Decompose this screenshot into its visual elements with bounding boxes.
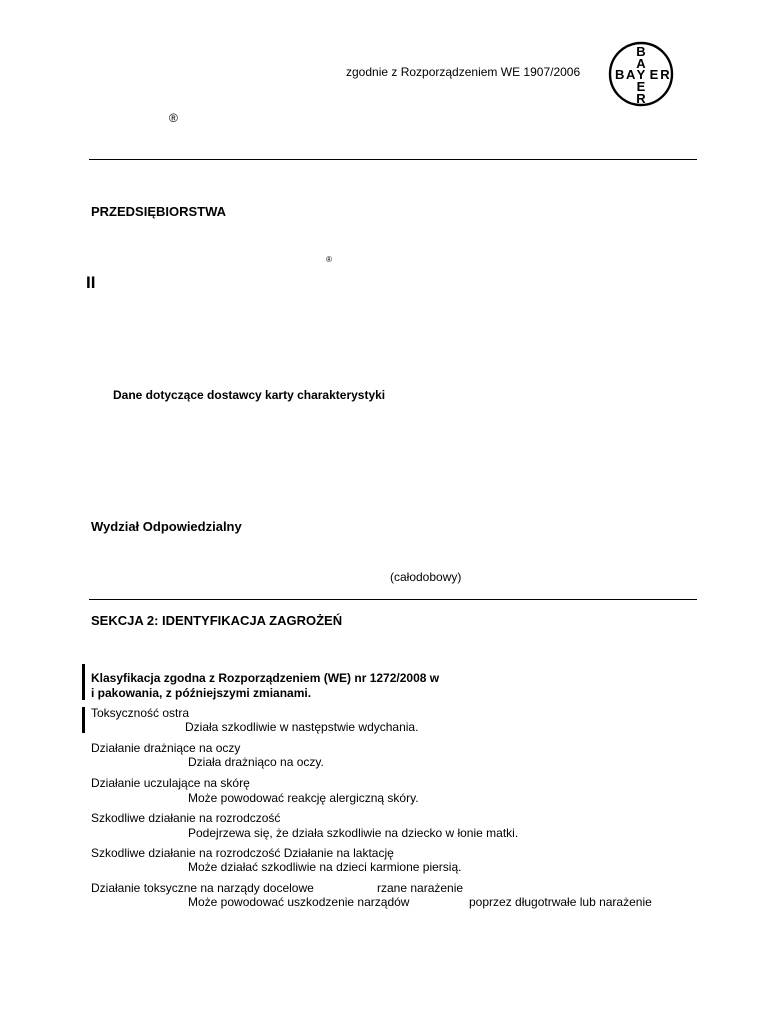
hazard-category: Działanie drażniące na oczy — [91, 741, 241, 755]
hazard-category: Działanie uczulające na skórę — [91, 776, 250, 790]
hours-note: (całodobowy) — [390, 570, 462, 584]
hazard-category-tail: rzane narażenie — [377, 881, 464, 895]
classification-line-1: Klasyfikacja zgodna z Rozporządzeniem (WE) nr 1272/2008 w — [91, 671, 440, 685]
hazard-category: Szkodliwe działanie na rozrodczość — [91, 811, 281, 825]
hazard-statement: Działa drażniąco na oczy. — [188, 755, 324, 769]
hazard-statement-tail: poprzez długotrwałe lub narażenie — [469, 895, 652, 909]
hazard-statement: Działa szkodliwie w następstwie wdychania. — [185, 720, 419, 734]
logo-letter-a-horizontal: A — [626, 67, 636, 82]
hazard-statement: Może powodować uszkodzenie narządów — [188, 895, 410, 909]
classification-line-2: i pakowania, z późniejszymi zmianami. — [91, 686, 312, 700]
logo-letter-a-vertical: A — [636, 56, 646, 71]
section-divider — [89, 599, 697, 600]
revision-bar — [82, 664, 85, 700]
hazard-statement: Może działać szkodliwie na dzieci karmione piersią. — [188, 860, 462, 874]
hazard-category: Działanie toksyczne na narządy docelowe — [91, 881, 314, 895]
logo-letter-e-horizontal: E — [649, 67, 659, 82]
revision-bar — [82, 707, 85, 733]
hazard-category: Toksyczność ostra — [91, 706, 190, 720]
logo-letter-y: Y — [636, 67, 646, 82]
header-divider — [89, 159, 697, 160]
regulation-text: zgodnie z Rozporządzeniem WE 1907/2006 — [346, 65, 581, 79]
department-heading: Wydział Odpowiedzialny — [91, 519, 242, 534]
logo-letter-r-vertical: R — [636, 91, 646, 106]
small-registered-mark: ® — [326, 255, 332, 264]
logo-letter-r-horizontal: R — [660, 67, 670, 82]
supplier-heading: Dane dotyczące dostawcy karty charakterystyki — [113, 388, 386, 402]
hazard-category: Szkodliwe działanie na rozrodczość Działanie na laktację — [91, 846, 394, 860]
registered-mark: ® — [169, 111, 178, 125]
section2-title: SEKCJA 2: IDENTYFIKACJA ZAGROŻEŃ — [91, 613, 343, 628]
hazard-statement: Może powodować reakcję alergiczną skóry. — [188, 791, 419, 805]
company-heading: PRZEDSIĘBIORSTWA — [91, 204, 227, 219]
logo-letter-b-horizontal: B — [615, 67, 625, 82]
change-marker: II — [86, 273, 96, 292]
logo-letter-b: B — [636, 44, 646, 59]
hazard-statement: Podejrzewa się, że działa szkodliwie na dziecko w łonie matki. — [188, 826, 519, 840]
bayer-logo-icon — [607, 41, 675, 107]
logo-letter-e-vertical: E — [636, 79, 646, 94]
